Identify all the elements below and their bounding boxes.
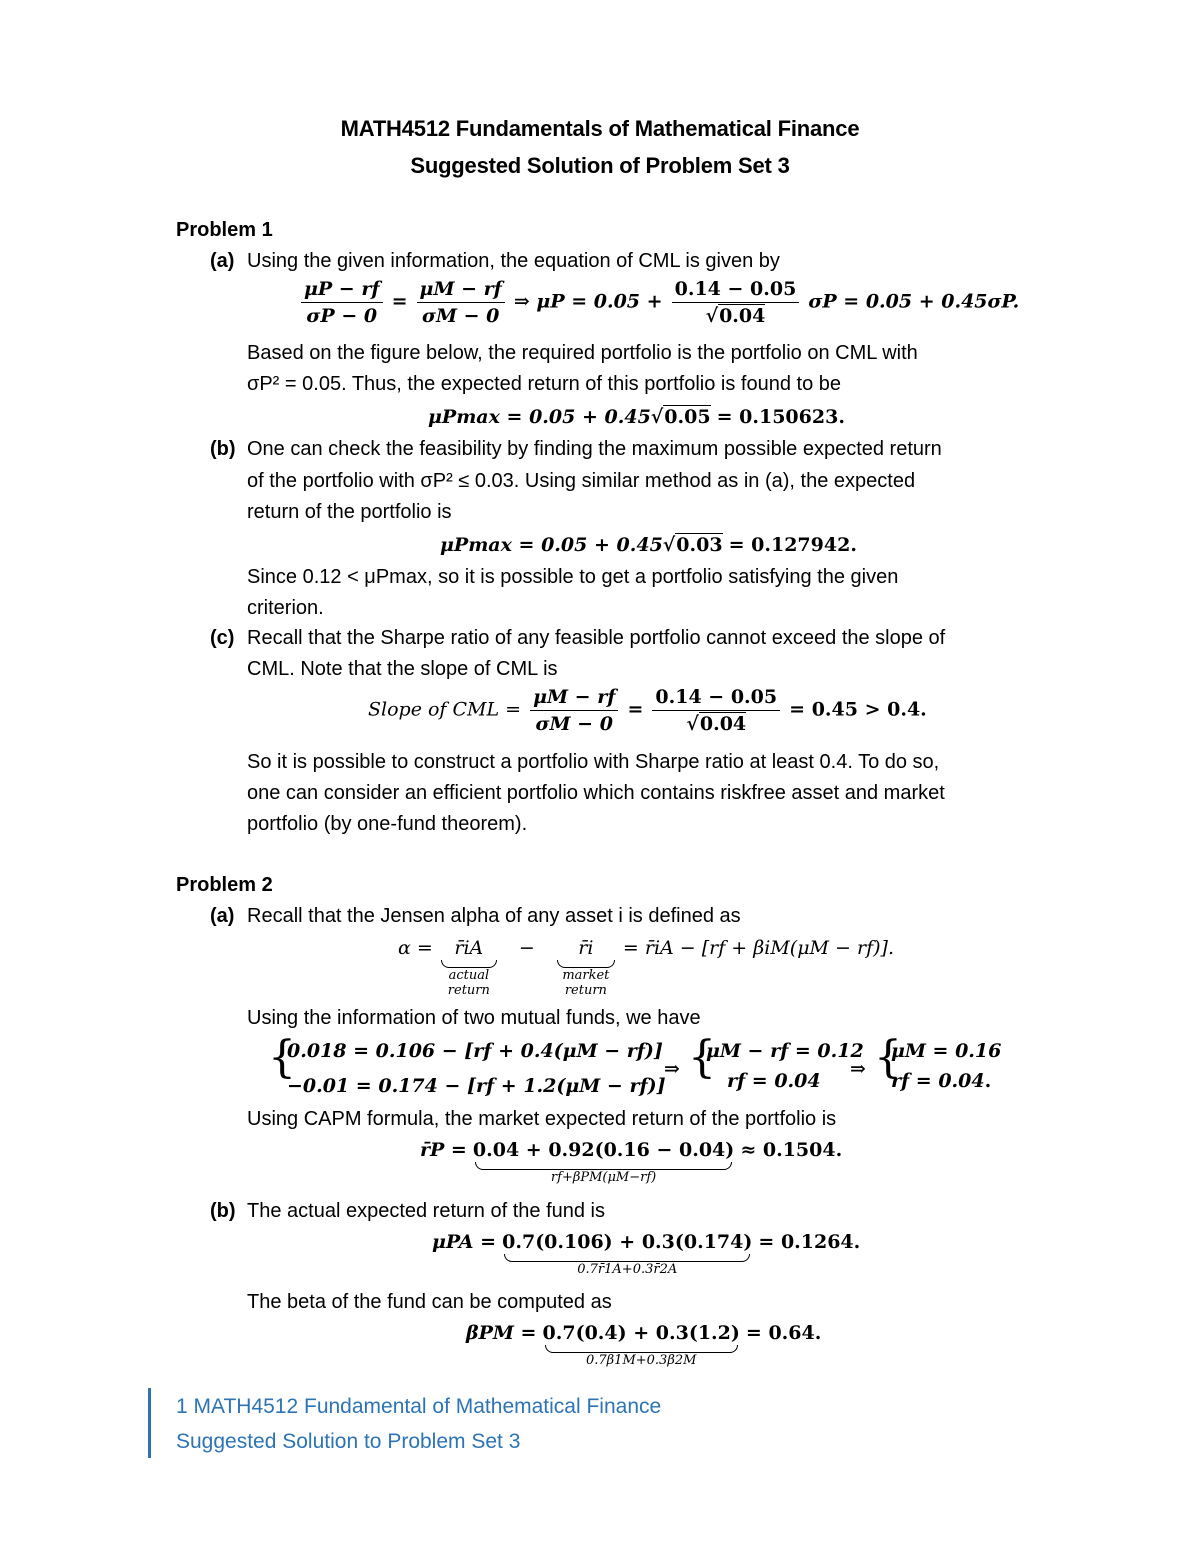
brace-label: rf+βPM(μM−rf)	[550, 1170, 657, 1185]
p1c-text2: CML. Note that the slope of CML is	[247, 658, 558, 680]
brace-label: actual return	[447, 968, 490, 998]
equation-text: rf = 0.04	[727, 1070, 821, 1092]
p1a-text1: Based on the figure below, the required portfolio is the portfolio on CML with	[247, 342, 918, 364]
p2a-text1: Using the information of two mutual funds, we have	[247, 1007, 701, 1029]
p1a-intro: Using the given information, the equation of CML is given by	[247, 250, 780, 272]
brace-label: 0.7β1M+0.3β2M	[585, 1353, 697, 1368]
frac-den: σP − 0	[306, 305, 378, 327]
equation-text: 0.018 = 0.106 − [rf + 0.4(μM − rf)]	[287, 1040, 663, 1062]
equation-text: rf = 0.04	[891, 1070, 985, 1092]
cml-mid: ⇒ μP = 0.05 +	[513, 290, 663, 313]
jensen-alpha-equation	[398, 937, 894, 998]
eq-right: = 0.45 > 0.4.	[789, 698, 927, 721]
frac-den: σM − 0	[421, 305, 500, 327]
system3-line2: rf = 0.04.	[891, 1070, 992, 1092]
system-brace-1: {	[268, 1032, 296, 1083]
frac-num: 0.14 − 0.05	[672, 278, 800, 303]
part-b-label: (b)	[210, 438, 236, 460]
p1c-text5: portfolio (by one-fund theorem).	[247, 813, 528, 835]
brace-top: 0.7(0.4) + 0.3(1.2)	[542, 1322, 740, 1344]
p2b-text2: The beta of the fund can be computed as	[247, 1291, 612, 1313]
equation-text: −0.01 = 0.174 − [rf + 1.2(μM − rf)]	[287, 1075, 666, 1097]
slope-of-cml-equation: Slope of CML = $\frac{\mu M - rf}{\sigma M - 0}$ = $\frac{0.14 - 0.05}{√0.04}$ = 0.45 > 0.4.	[368, 686, 927, 735]
p2a-intro: Recall that the Jensen alpha of any asset i is defined as	[247, 905, 741, 927]
footer-accent-bar	[148, 1388, 151, 1458]
cml-frac-market	[417, 278, 505, 327]
cml-frac-portfolio	[301, 278, 383, 327]
sqrt-value: 0.04	[699, 713, 747, 735]
capm-rhs: ≈ 0.1504.	[740, 1139, 843, 1161]
part-c-label: (c)	[210, 627, 235, 649]
capm-equation	[420, 1139, 842, 1185]
system3-line1	[891, 1040, 1001, 1062]
alpha-rhs: = r̄iA − [rf + βiM(μM − rf)].	[622, 937, 894, 959]
eq-left: Slope of CML =	[368, 698, 522, 721]
alpha-minus: −	[518, 937, 535, 959]
p1c-text1: Recall that the Sharpe ratio of any feasible portfolio cannot exceed the slope of	[247, 627, 946, 649]
cml-equation: $\frac{\mu P - rf}{\sigma P - 0}$ = $\frac{\mu M - rf}{\sigma M - 0}$ ⇒ μP = 0.05 + $\frac{0.14 - 0.05}{√0.04}$ σP = 0.05 + 0.45σP.	[298, 278, 1019, 327]
eq-right: = 0.127942.	[728, 534, 857, 556]
slope-frac-1	[530, 686, 618, 735]
arrow: ⇒	[664, 1058, 680, 1080]
eq-rhs: = 0.64.	[745, 1322, 822, 1344]
problem-1-heading: Problem 1	[176, 219, 273, 241]
eq-lhs: βPM =	[466, 1322, 537, 1344]
capm-brace	[473, 1139, 734, 1185]
equation-text: μM − rf = 0.12	[706, 1040, 864, 1062]
system-brace-2: {	[688, 1032, 716, 1083]
frac-den: σM − 0	[535, 713, 613, 735]
beta-equation	[466, 1322, 821, 1368]
eq-left: μPmax = 0.05 + 0.45	[428, 406, 651, 428]
footer-line-2: Suggested Solution to Problem Set 3	[176, 1430, 521, 1453]
implies-arrow-1	[664, 1058, 680, 1080]
implies-arrow-2	[850, 1058, 866, 1080]
eq-right: = 0.150623.	[716, 406, 845, 428]
footer-line-1: 1 MATH4512 Fundamental of Mathematical Finance	[176, 1395, 662, 1418]
capm-lhs: r̄P =	[420, 1139, 467, 1161]
slope-frac-2: $\frac{0.14 - 0.05}{√0.04}$	[652, 686, 780, 735]
eq-lhs: μPA =	[432, 1231, 497, 1253]
frac-num: μP − rf	[301, 278, 383, 303]
part-a-label: (a)	[210, 905, 235, 927]
cml-frac-slope: $\frac{0.14 - 0.05}{√0.04}$	[672, 278, 800, 327]
brace-top: 0.04 + 0.92(0.16 − 0.04)	[472, 1139, 735, 1161]
brace-top: r̄i	[578, 937, 594, 959]
arrow: ⇒	[850, 1058, 866, 1080]
p1b-text1: One can check the feasibility by finding the maximum possible expected return	[247, 438, 942, 460]
sqrt-value: 0.03	[676, 534, 723, 556]
system-brace-3: {	[874, 1032, 902, 1083]
p1a-result-equation: μPmax = 0.05 + 0.45√0.05 = 0.150623.	[428, 406, 845, 428]
p1c-text4: one can consider an efficient portfolio which contains riskfree asset and market	[247, 782, 945, 804]
p1a-text2: σP² = 0.05. Thus, the expected return of this portfolio is found to be	[247, 373, 841, 395]
problem-2-heading: Problem 2	[176, 874, 273, 896]
part-b-label: (b)	[210, 1200, 236, 1222]
system1-line2	[287, 1075, 666, 1097]
system2-line1	[706, 1040, 864, 1062]
p1b-text5: criterion.	[247, 597, 324, 619]
document-subtitle: Suggested Solution of Problem Set 3	[410, 153, 790, 178]
market-return-brace	[555, 937, 617, 998]
p1b-text4: Since 0.12 < μPmax, so it is possible to get a portfolio satisfying the given	[247, 566, 899, 588]
alpha-lhs: α =	[398, 937, 433, 959]
brace-top: 0.7(0.106) + 0.3(0.174)	[502, 1231, 753, 1253]
actual-return-brace	[439, 937, 499, 998]
eq-rhs: = 0.1264.	[758, 1231, 861, 1253]
p1b-text2: of the portfolio with σP² ≤ 0.03. Using similar method as in (a), the expected	[247, 470, 916, 492]
document-title: MATH4512 Fundamentals of Mathematical Finance	[340, 116, 860, 141]
part-a-label: (a)	[210, 250, 235, 272]
p1c-text3: So it is possible to construct a portfolio with Sharpe ratio at least 0.4. To do so,	[247, 751, 940, 773]
sqrt-value: 0.04	[719, 305, 766, 327]
return-brace	[502, 1231, 752, 1277]
p2a-text2: Using CAPM formula, the market expected return of the portfolio is	[247, 1108, 837, 1130]
beta-brace	[543, 1322, 740, 1368]
cml-tail: σP = 0.05 + 0.45σP.	[808, 290, 1020, 313]
eq-left: μPmax = 0.05 + 0.45	[440, 534, 663, 556]
system2-line2	[727, 1070, 821, 1092]
sqrt-value: 0.05	[664, 406, 711, 428]
p2b-text1: The actual expected return of the fund is	[247, 1200, 605, 1222]
system1-line1	[287, 1040, 663, 1062]
frac-num: μM − rf	[417, 278, 505, 303]
brace-top: r̄iA	[454, 937, 484, 959]
p1b-text3: return of the portfolio is	[247, 501, 452, 523]
brace-label: 0.7r̄1A+0.3r̄2A	[577, 1262, 678, 1277]
frac-num: μM − rf	[530, 686, 618, 711]
brace-label: market return	[562, 968, 610, 998]
frac-num: 0.14 − 0.05	[652, 686, 780, 711]
equation-text: μM = 0.16	[891, 1040, 1002, 1062]
p1b-result-equation: μPmax = 0.05 + 0.45√0.03 = 0.127942.	[440, 534, 857, 556]
actual-return-equation	[432, 1231, 860, 1277]
